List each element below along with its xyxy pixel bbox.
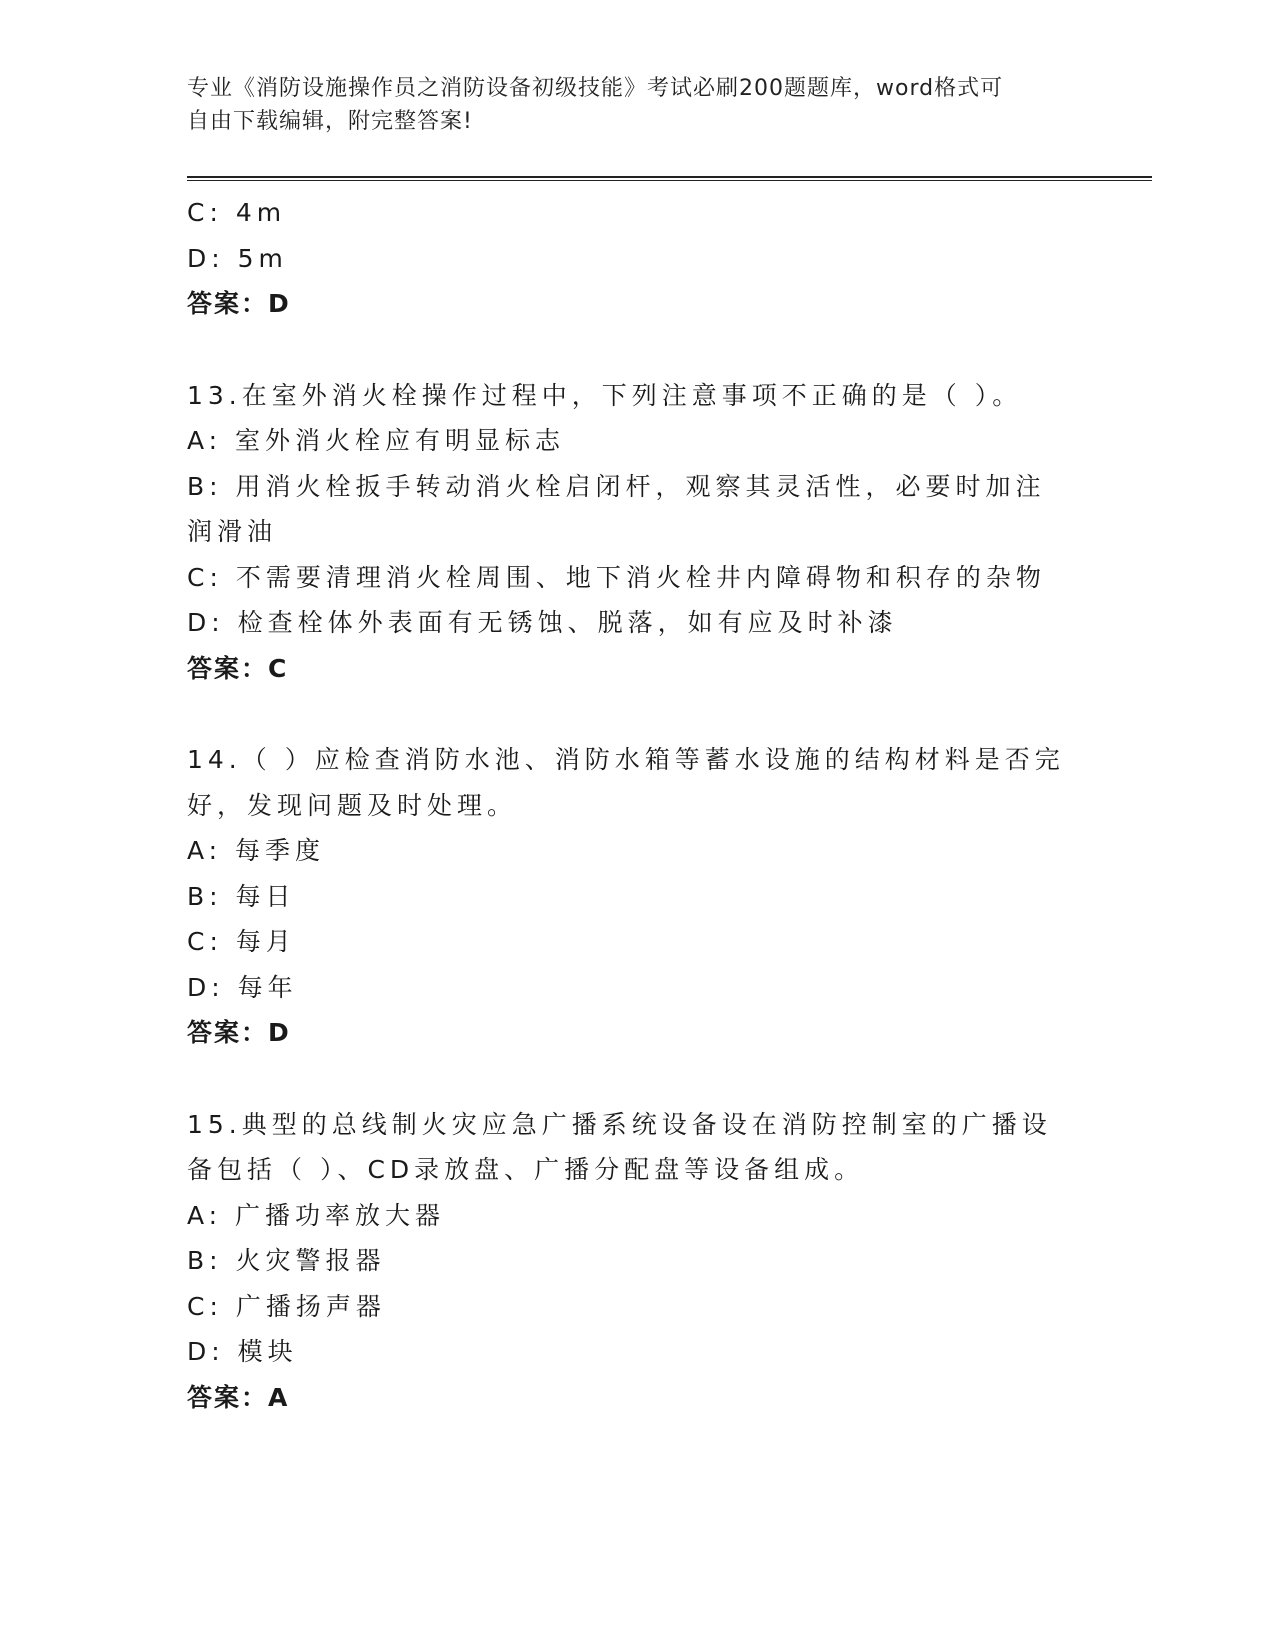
option-c: C: 4m	[187, 198, 287, 227]
option-c: C: 每月	[187, 927, 296, 956]
header-divider	[187, 176, 1152, 181]
header-title-line-2: 自由下载编辑，附完整答案!	[187, 109, 473, 134]
question-14	[187, 737, 1067, 1056]
answer-line	[187, 1375, 1067, 1421]
header-title-line-1: 专业《消防设施操作员之消防设备初级技能》考试必刷200题题库，word格式可	[187, 76, 1004, 101]
option-a: A: 广播功率放大器	[187, 1200, 446, 1230]
option-d: D: 每年	[187, 972, 298, 1002]
answer-value: D	[268, 289, 291, 318]
option-b: B: 火灾警报器	[187, 1246, 386, 1275]
answer-line	[187, 1010, 1067, 1056]
answer-label: 答案：	[187, 289, 269, 318]
option-c: C: 广播扬声器	[187, 1291, 386, 1321]
option-b: B: 用消火栓扳手转动消火栓启闭杆，观察其灵活性，必要时加注润滑油	[187, 471, 1046, 546]
answer-label: 答案：	[187, 1018, 269, 1047]
option-b: B: 每日	[187, 881, 296, 911]
option-c: C: 不需要清理消火栓周围、地下消火栓井内障碍物和积存的杂物	[187, 562, 1046, 592]
answer-label: 答案：	[187, 653, 269, 683]
question-13	[187, 373, 1067, 692]
answer-label: 答案：	[187, 1382, 269, 1412]
option-a: A: 室外消火栓应有明显标志	[187, 426, 566, 455]
option-d: D: 检查栓体外表面有无锈蚀、脱落，如有应及时补漆	[187, 608, 898, 637]
option-a: A: 每季度	[187, 836, 326, 865]
question-15	[187, 1102, 1067, 1421]
option-d: D: 模块	[187, 1337, 298, 1366]
question-stem: 13.在室外消火栓操作过程中，下列注意事项不正确的是（ ）。	[187, 380, 1023, 410]
question-stem: 14.（ ）应检查消防水池、消防水箱等蓄水设施的结构材料是否完好，发现问题及时处理。	[187, 745, 1065, 820]
question-stem: 15.典型的总线制火灾应急广播系统设备设在消防控制室的广播设备包括（ ）、CD录放盘、广播分配盘等设备组成。	[187, 1109, 1052, 1184]
page-header	[187, 72, 1067, 138]
question-list	[187, 190, 1067, 1420]
answer-value: A	[268, 1382, 290, 1412]
answer-line	[187, 281, 1067, 327]
answer-value: D	[268, 1018, 291, 1047]
question-12-continuation	[187, 190, 1067, 327]
answer-line	[187, 646, 1067, 692]
answer-value: C	[268, 653, 289, 683]
option-d: D: 5m	[187, 243, 288, 273]
